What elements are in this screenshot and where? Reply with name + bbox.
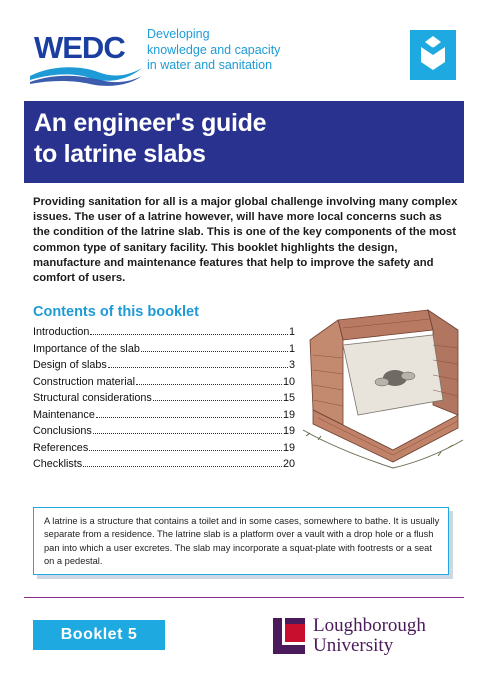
- toc-label: Structural considerations: [33, 392, 152, 404]
- toc-label: Maintenance: [33, 408, 95, 421]
- toc-page: 19: [282, 408, 295, 421]
- tagline-line: Developing: [147, 27, 210, 41]
- university-name-line: University: [313, 635, 394, 656]
- table-of-contents: [33, 325, 295, 474]
- tagline-line: in water and sanitation: [147, 58, 273, 72]
- definition-text: A latrine is a structure that contains a toilet and in some cases, somewhere to bathe. It is usually separate from a residence. The latrine slab is a platform over a vault with a drop hole or a flush pan into which a user excretes. The slab may incorporate a squat-plate with footrests or a seat on a pedestal.: [44, 516, 440, 566]
- toc-page: 3: [288, 359, 295, 371]
- open-book-icon: [410, 30, 456, 80]
- toc-item[interactable]: [33, 325, 295, 342]
- toc-page: 10: [282, 375, 295, 388]
- toc-item[interactable]: [33, 424, 295, 441]
- toc-leader: [93, 424, 282, 434]
- toc-label: Importance of the slab: [33, 342, 140, 355]
- toc-page: 1: [288, 326, 295, 338]
- toc-item[interactable]: [33, 441, 295, 458]
- latrine-slab-illustration: [298, 300, 468, 475]
- toc-leader: [108, 358, 288, 368]
- university-name: [313, 616, 426, 656]
- toc-item[interactable]: [33, 457, 295, 474]
- tagline: [147, 27, 297, 74]
- toc-leader: [89, 441, 282, 451]
- toc-item[interactable]: [33, 408, 295, 425]
- wedc-wordmark: WEDC: [34, 30, 125, 65]
- contents-heading: Contents of this booklet: [33, 304, 199, 320]
- toc-page: 1: [288, 342, 295, 355]
- university-name-line: Loughborough: [313, 615, 426, 636]
- divider: [24, 597, 464, 598]
- intro-paragraph: Providing sanitation for all is a major global challenge involving many complex issues. The user of a latrine however, will have more local concerns such as the condition of the latrine slab. This is one of the key components of the most common type of sanitary facility. This booklet highlights the design, manufacture and maintenance features that help to improve the safety and comfort of users.: [33, 196, 458, 285]
- toc-leader: [90, 325, 288, 335]
- toc-item[interactable]: [33, 375, 295, 392]
- toc-leader: [136, 375, 282, 385]
- booklet-number: Booklet 5: [33, 620, 165, 650]
- toc-label: Checklists: [33, 458, 83, 470]
- toc-page: 15: [282, 392, 295, 404]
- toc-label: Construction material: [33, 375, 136, 388]
- toc-label: References: [33, 441, 89, 454]
- toc-page: 19: [282, 441, 295, 454]
- toc-label: Conclusions: [33, 425, 92, 437]
- toc-item[interactable]: [33, 342, 295, 359]
- toc-item[interactable]: [33, 358, 295, 375]
- toc-leader: [83, 457, 282, 467]
- loughborough-crest-icon: [273, 618, 305, 654]
- toc-leader: [141, 342, 288, 352]
- toc-item[interactable]: [33, 391, 295, 408]
- toc-label: Introduction: [33, 326, 90, 338]
- page-title: [34, 108, 354, 170]
- title-line: An engineer's guide: [34, 109, 267, 137]
- toc-label: Design of slabs: [33, 359, 107, 371]
- title-line: to latrine slabs: [34, 140, 206, 168]
- tagline-line: knowledge and capacity: [147, 42, 281, 57]
- toc-page: 19: [282, 425, 295, 437]
- wave-icon: [28, 62, 144, 86]
- toc-page: 20: [282, 458, 295, 470]
- toc-leader: [96, 408, 282, 418]
- definition-box: [33, 507, 449, 575]
- toc-leader: [153, 391, 282, 401]
